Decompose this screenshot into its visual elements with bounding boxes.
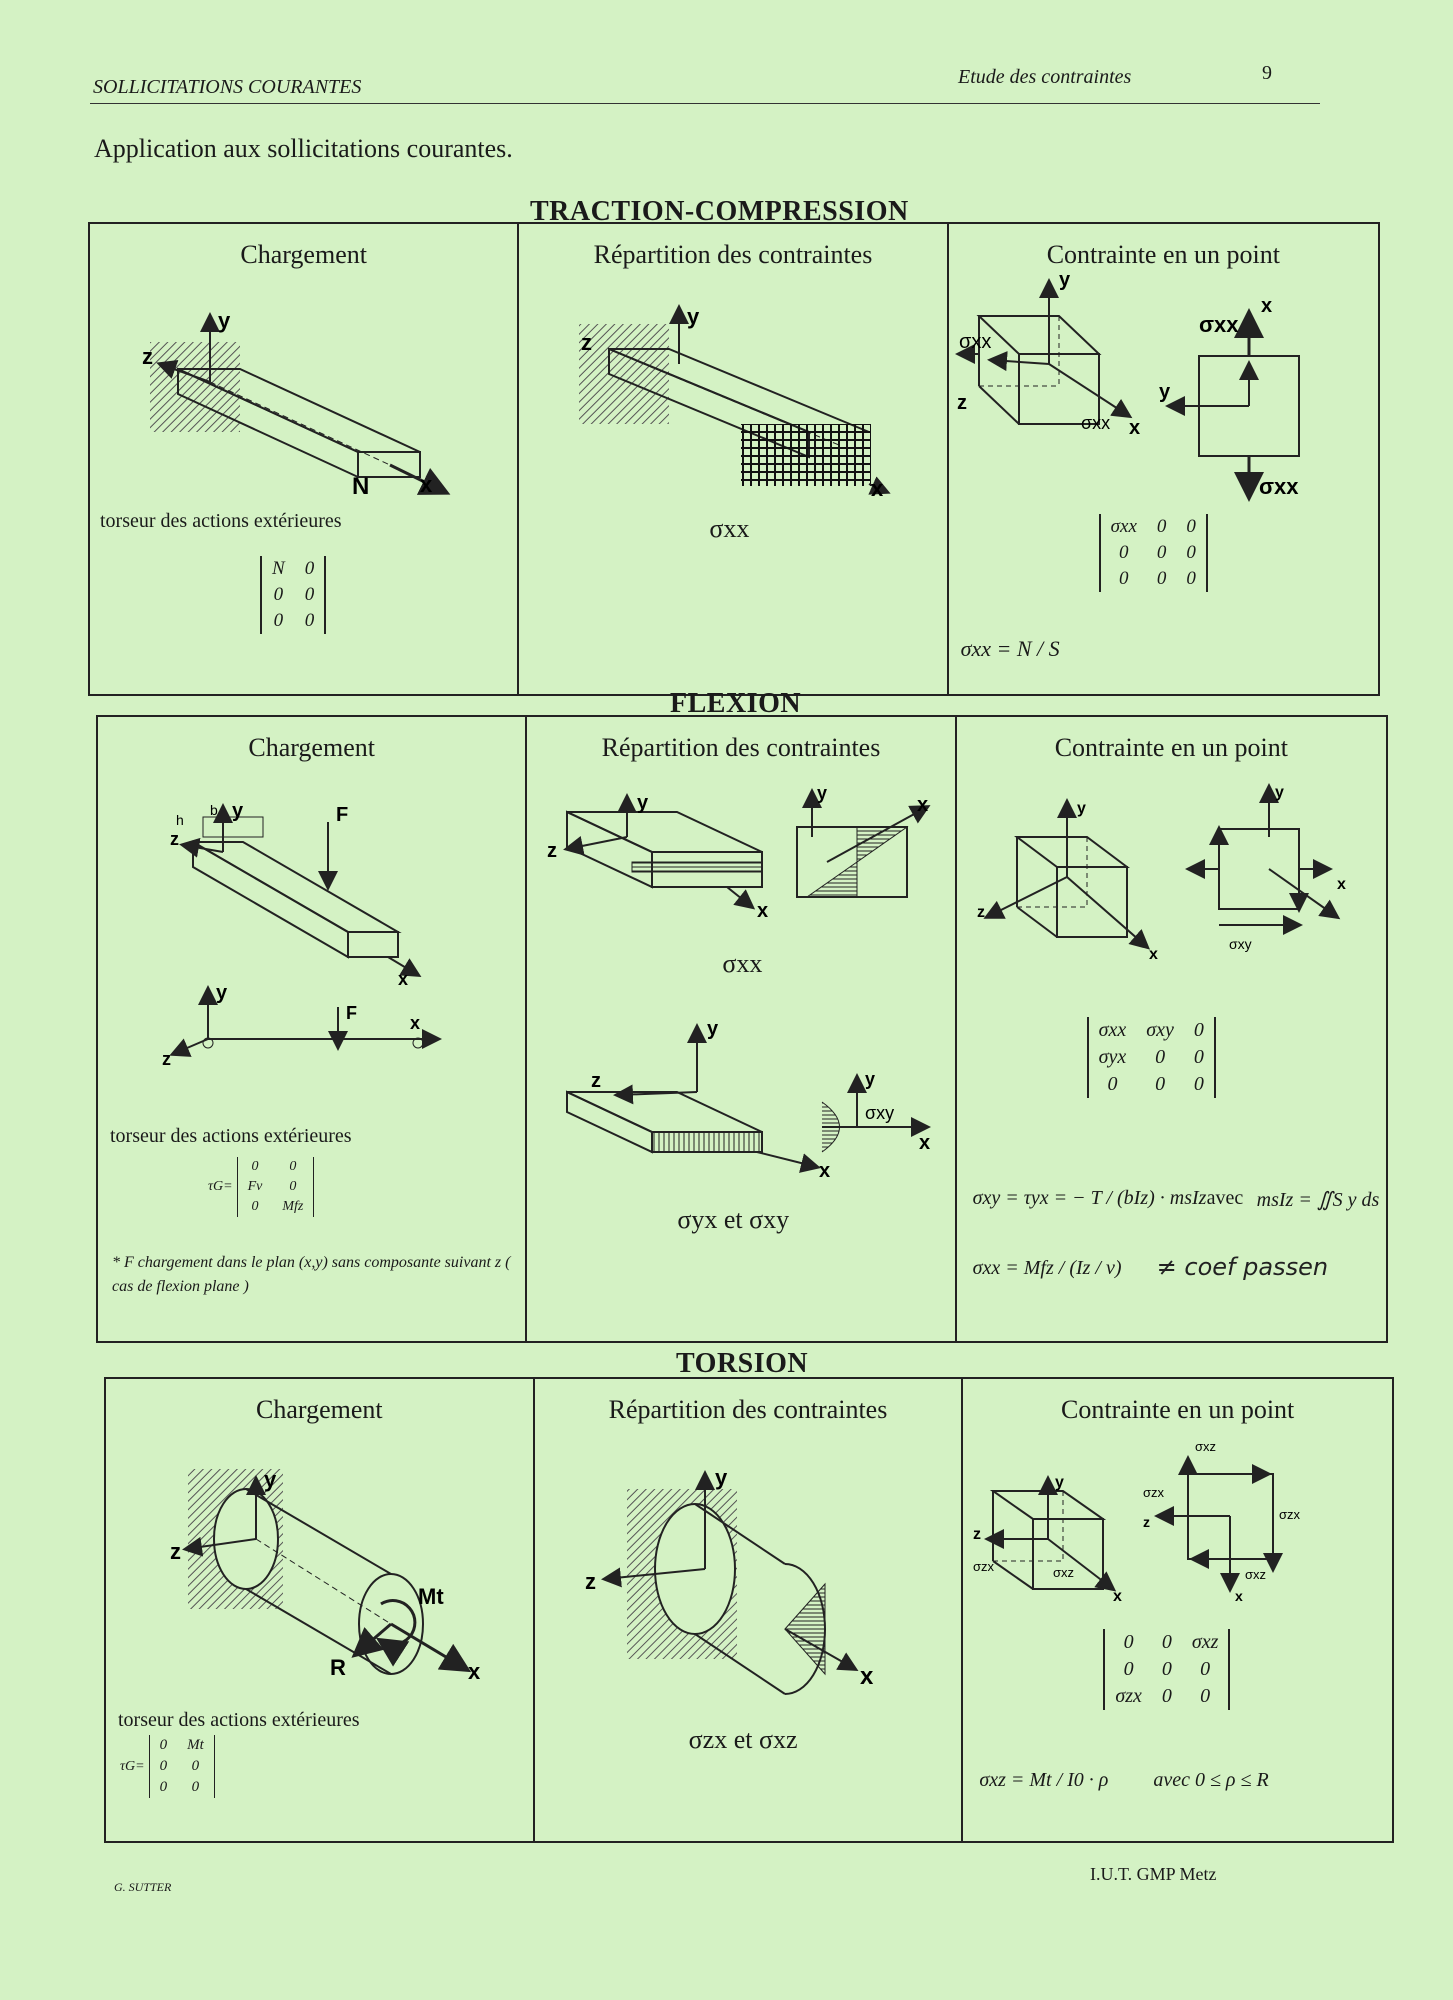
torsion-dist-y: y <box>714 1465 727 1490</box>
torsion-x: x <box>468 1659 481 1684</box>
flexion-elem-x: x <box>1336 876 1346 893</box>
point-y-side: y <box>1158 381 1170 403</box>
flexion-elem-sxy: σxy <box>1228 936 1252 952</box>
flexion-torseur-matrix: τG= 0 0 Fv 0 0 Mfz <box>208 1157 314 1217</box>
torsion-torseur-prefix: τG= <box>120 1758 145 1774</box>
torsion-Mt: Mt <box>418 1584 444 1609</box>
flexion-point-cell <box>957 717 1386 1341</box>
flexion-shear-x: x <box>819 1160 831 1182</box>
traction-dist-y: y <box>687 304 700 329</box>
traction-point-cell <box>949 224 1378 694</box>
flexion-torseur-label: torseur des actions extérieures <box>110 1125 352 1147</box>
flexion-torseur-prefix: τG= <box>208 1179 233 1194</box>
torsion-elem-sxz-bottom: σxz <box>1245 1567 1267 1582</box>
torsion-z: z <box>170 1539 181 1564</box>
flexion-pt-y: y <box>1076 800 1086 817</box>
flexion-avec: avec <box>1206 1187 1244 1209</box>
torsion-pt-y: y <box>1055 1474 1065 1491</box>
torsion-title: TORSION <box>676 1348 809 1379</box>
flexion-pt-z: z <box>976 904 985 921</box>
flexion-point-figure <box>957 717 1385 1017</box>
footer-institution: I.U.T. GMP Metz <box>1090 1864 1217 1884</box>
traction-stress-matrix: σxx 0 0 0 0 0 0 0 0 <box>1099 514 1208 592</box>
traction-point-figure <box>949 224 1377 694</box>
torsion-pt-x: x <box>1113 1588 1123 1605</box>
flexion-shear-formula: σxy = τyx = − T / (bIz) · msIz <box>972 1187 1207 1209</box>
flexion-profile-x: x <box>919 1132 931 1154</box>
point-z: z <box>956 392 967 414</box>
torsion-elem-szx-right: σzx <box>1279 1507 1301 1522</box>
flexion-axis-x: x <box>410 1013 421 1033</box>
traction-dist-z: z <box>581 330 593 355</box>
flexion-y: y <box>232 800 244 822</box>
torsion-condition: avec 0 ≤ ρ ≤ R <box>1153 1769 1269 1791</box>
torsion-torseur-label: torseur des actions extérieures <box>118 1709 360 1731</box>
flexion-col3-title: Contrainte en un point <box>1054 733 1288 762</box>
torsion-loading-cell <box>106 1379 535 1841</box>
torsion-distribution-figure <box>535 1379 963 1841</box>
point-sxx-left: σxx <box>958 331 991 353</box>
flexion-profile-sxy: σxy <box>865 1103 895 1123</box>
traction-formula: σxx = N / S <box>960 636 1060 661</box>
torsion-R: R <box>330 1655 346 1680</box>
traction-col1-title: Chargement <box>240 240 367 269</box>
torsion-table <box>104 1377 1394 1843</box>
footer-author: G. SUTTER <box>114 1880 172 1894</box>
flexion-h: h <box>176 812 184 828</box>
torsion-formula: σxz = Mt / I0 · ρ <box>979 1769 1109 1791</box>
flexion-dist-z: z <box>547 840 558 862</box>
torsion-col1-title: Chargement <box>256 1395 383 1424</box>
header-right: Etude des contraintes <box>958 66 1132 88</box>
traction-dist-x: x <box>871 476 884 501</box>
torsion-distribution-cell <box>535 1379 964 1841</box>
torsion-y: y <box>264 1467 277 1492</box>
flexion-distribution-cell <box>527 717 956 1341</box>
flexion-pt-x: x <box>1148 946 1158 963</box>
flexion-stress-matrix: σxx σxy 0 σyx 0 0 0 0 0 <box>1087 1017 1216 1098</box>
flexion-handwritten-note: ≠ coef passen <box>1156 1253 1329 1281</box>
point-sxx-bottom: σxx <box>1258 474 1299 499</box>
torsion-elem-z: z <box>1143 1514 1151 1530</box>
traction-distribution-figure <box>519 224 947 694</box>
flexion-z: z <box>170 829 179 849</box>
point-sxx-inner: σxx <box>1080 413 1110 433</box>
torsion-caption: σzx et σxz <box>688 1725 798 1754</box>
torsion-elem-x: x <box>1235 1588 1244 1604</box>
page-number: 9 <box>1262 62 1272 84</box>
flexion-distribution-figure <box>527 717 955 1341</box>
traction-caption: σxx <box>709 514 750 543</box>
flexion-dist-x: x <box>757 900 769 922</box>
point-x-top: x <box>1260 295 1272 317</box>
flexion-caption-top: σxx <box>722 949 763 978</box>
point-y: y <box>1058 269 1070 291</box>
traction-torseur-label: torseur des actions extérieures <box>100 510 342 532</box>
flexion-b: b <box>210 802 218 818</box>
flexion-x: x <box>398 969 409 989</box>
flexion-shear-z: z <box>591 1070 602 1092</box>
flexion-axis-z: z <box>162 1049 171 1069</box>
torsion-elem-szx-left: σzx <box>1143 1485 1165 1500</box>
traction-col2-title: Répartition des contraintes <box>593 240 873 269</box>
flexion-axis-F: F <box>346 1003 357 1023</box>
torsion-point-cell <box>963 1379 1392 1841</box>
traction-torseur-matrix: N 0 0 0 0 0 <box>260 556 326 634</box>
flexion-profile-y: y <box>865 1069 876 1089</box>
torsion-pt-z: z <box>973 1526 982 1543</box>
point-sxx-top: σxx <box>1198 312 1239 337</box>
torsion-pt-szx: σzx <box>973 1559 995 1574</box>
torsion-pt-sxz: σxz <box>1053 1565 1075 1580</box>
flexion-ms-formula: msIz = ∬S y ds <box>1256 1189 1380 1211</box>
intro-text: Application aux sollicitations courantes. <box>94 134 513 163</box>
flexion-col1-title: Chargement <box>248 733 375 762</box>
flexion-beam-figure <box>98 717 526 1341</box>
flexion-footnote: * F chargement dans le plan (x,y) sans composante suivant z ( cas de flexion plane ) <box>112 1254 511 1295</box>
traction-z-label: z <box>142 344 153 369</box>
flexion-dist-y: y <box>637 792 649 814</box>
flexion-title: FLEXION <box>670 688 802 719</box>
flexion-shear-y: y <box>707 1018 719 1040</box>
traction-y-label: y <box>218 308 231 333</box>
traction-loading-cell <box>90 224 519 694</box>
traction-x-label: x <box>420 472 433 497</box>
traction-table <box>88 222 1380 696</box>
torsion-elem-sxz-top: σxz <box>1195 1439 1217 1454</box>
flexion-F: F <box>336 804 349 826</box>
header-rule <box>90 103 1320 104</box>
point-x: x <box>1128 417 1140 439</box>
flexion-col2-title: Répartition des contraintes <box>601 733 881 762</box>
flexion-diag-x: x <box>917 794 929 816</box>
flexion-caption-bottom: σyx et σxy <box>677 1205 790 1234</box>
flexion-elem-y: y <box>1274 784 1284 801</box>
torsion-torseur-matrix: τG= 0 Mt 0 0 0 0 <box>120 1735 215 1798</box>
traction-N-label: N <box>352 473 370 500</box>
flexion-axis-y: y <box>216 982 228 1004</box>
flexion-diag-y: y <box>817 783 828 803</box>
traction-title: TRACTION-COMPRESSION <box>530 196 909 227</box>
flexion-table <box>96 715 1388 1343</box>
torsion-col2-title: Répartition des contraintes <box>608 1395 888 1424</box>
flexion-loading-cell <box>98 717 527 1341</box>
traction-distribution-cell <box>519 224 948 694</box>
traction-col3-title: Contrainte en un point <box>1046 240 1280 269</box>
torsion-dist-x: x <box>859 1663 874 1690</box>
torsion-col3-title: Contrainte en un point <box>1061 1395 1295 1424</box>
flexion-normal-formula: σxx = Mfz / (Iz / v) <box>972 1257 1122 1279</box>
header-left: SOLLICITATIONS COURANTES <box>93 76 362 98</box>
torsion-stress-matrix: 0 0 σxz 0 0 0 σzx 0 0 <box>1103 1629 1230 1710</box>
torsion-dist-z: z <box>584 1569 596 1594</box>
